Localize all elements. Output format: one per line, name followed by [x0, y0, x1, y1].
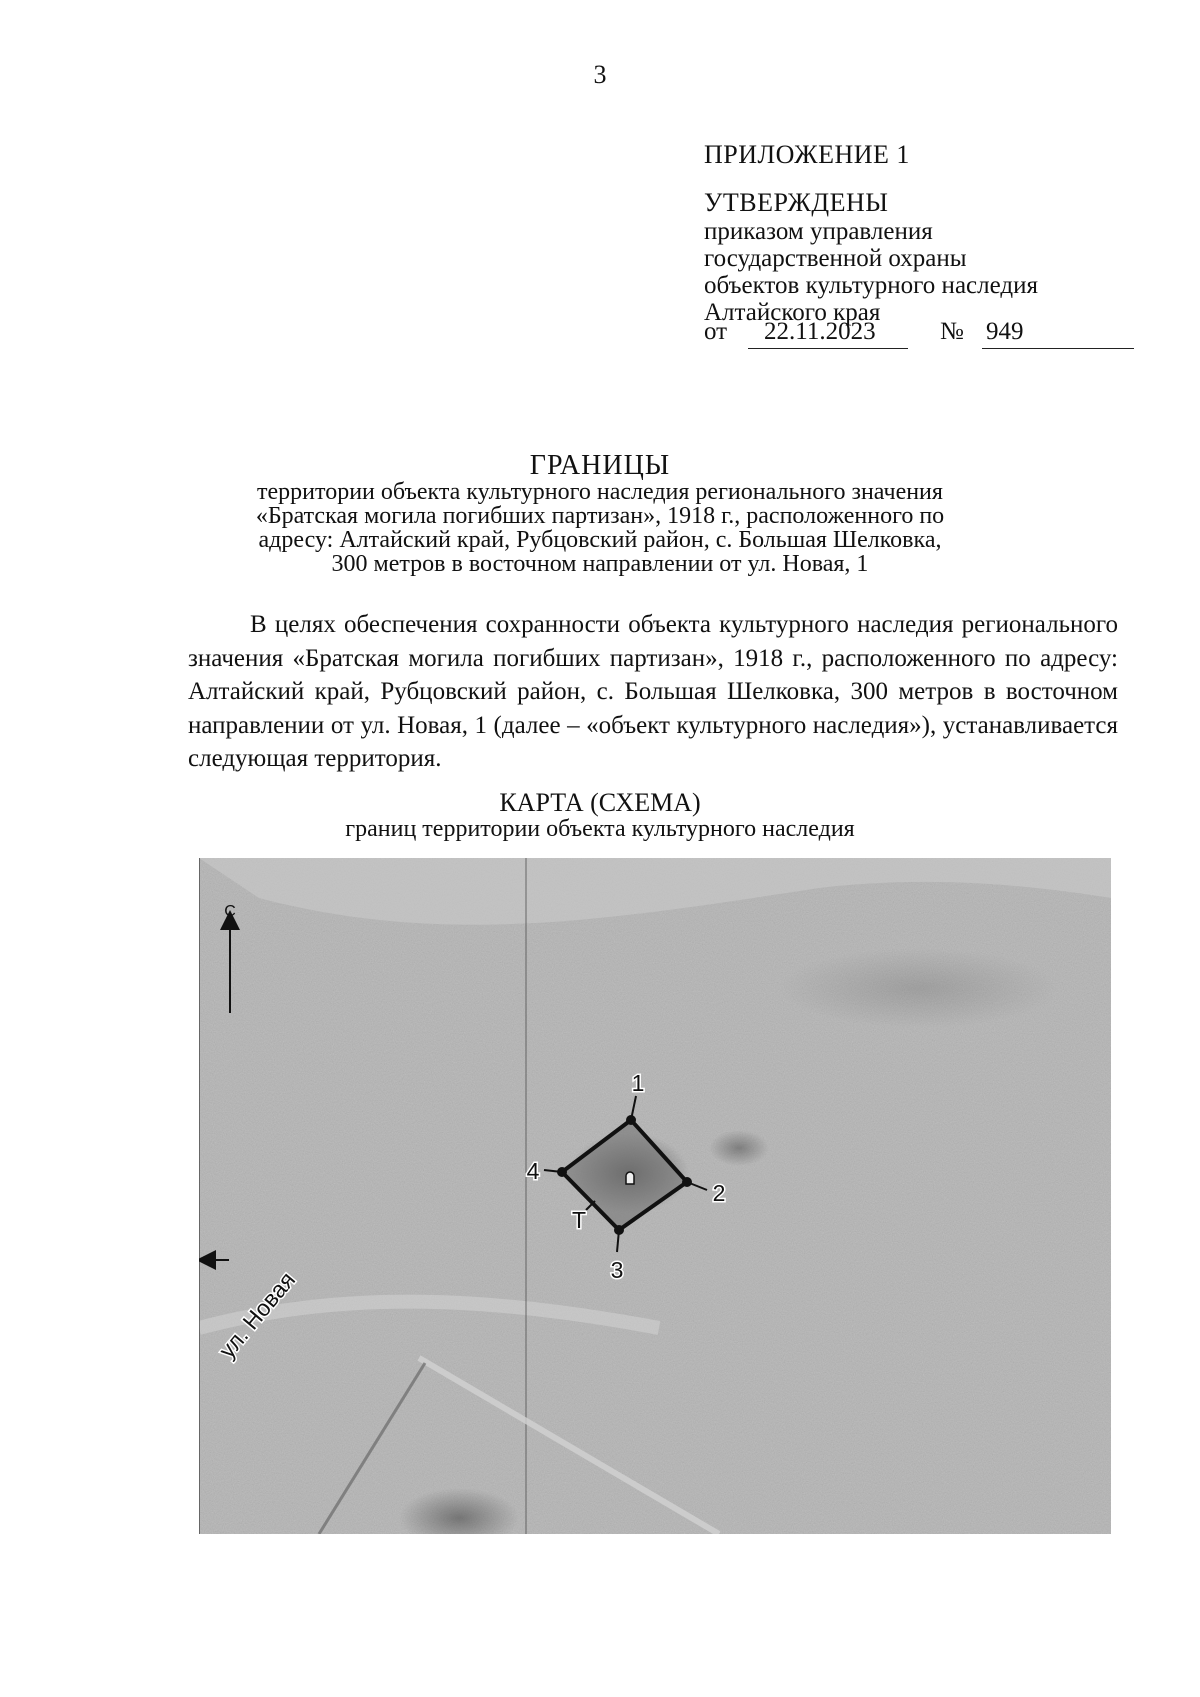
approved-label: УТВЕРЖДЕНЫ [704, 188, 889, 217]
point-label-2: 2 [712, 1180, 726, 1206]
street-label: ул. Новая [213, 1266, 301, 1363]
subtitle-line: адресу: Алтайский край, Рубцовский район, с. Большая Шелковка, [258, 527, 942, 553]
document-subtitle [150, 480, 1050, 576]
approved-by-line: государственной охраны [704, 245, 967, 272]
approved-by-line: приказом управления [704, 218, 933, 245]
subtitle-line: 300 метров в восточном направлении от ул. Новая, 1 [331, 551, 869, 577]
map-subtitle: границ территории объекта культурного наследия [345, 816, 855, 842]
map-title: КАРТА (СХЕМА) [499, 788, 701, 817]
from-label: от [704, 318, 728, 345]
page-number: 3 [593, 60, 607, 89]
map-scheme [199, 858, 1111, 1534]
point-label-3: 3 [610, 1257, 624, 1283]
monument-icon [626, 1172, 634, 1184]
order-date: 22.11.2023 [764, 318, 876, 345]
point-label-1: 1 [631, 1070, 645, 1096]
territory-label: Т [571, 1207, 587, 1233]
order-date-number [704, 318, 1144, 350]
body-paragraph [188, 608, 1118, 776]
number-label: № [940, 318, 964, 345]
document-title: ГРАНИЦЫ [529, 450, 671, 481]
map-image [199, 858, 1111, 1534]
subtitle-line: «Братская могила погибших партизан», 1918 г., расположенного по [255, 503, 945, 529]
north-label: С [224, 903, 236, 920]
appendix-label: ПРИЛОЖЕНИЕ 1 [704, 140, 910, 169]
point-label-4: 4 [526, 1158, 540, 1184]
order-number: 949 [986, 318, 1024, 345]
subtitle-line: территории объекта культурного наследия регионального значения [257, 479, 943, 505]
approved-by-block [704, 218, 1038, 326]
body-paragraph-text: В целях обеспечения сохранности объекта культурного наследия регионального значения «Братская могила погибших партизан», 1918 г., расположенного по адресу: Алтайский край, Рубцовский район, с. Большая Шелковка, 300 метров в восточном направлении от ул. Новая, 1 (далее – «объект культурного наследия»), устанавливается следующая территория. [188, 611, 1118, 772]
approved-by-line: Алтайского края [704, 299, 881, 326]
approved-by-line: объектов культурного наследия [704, 272, 1038, 299]
